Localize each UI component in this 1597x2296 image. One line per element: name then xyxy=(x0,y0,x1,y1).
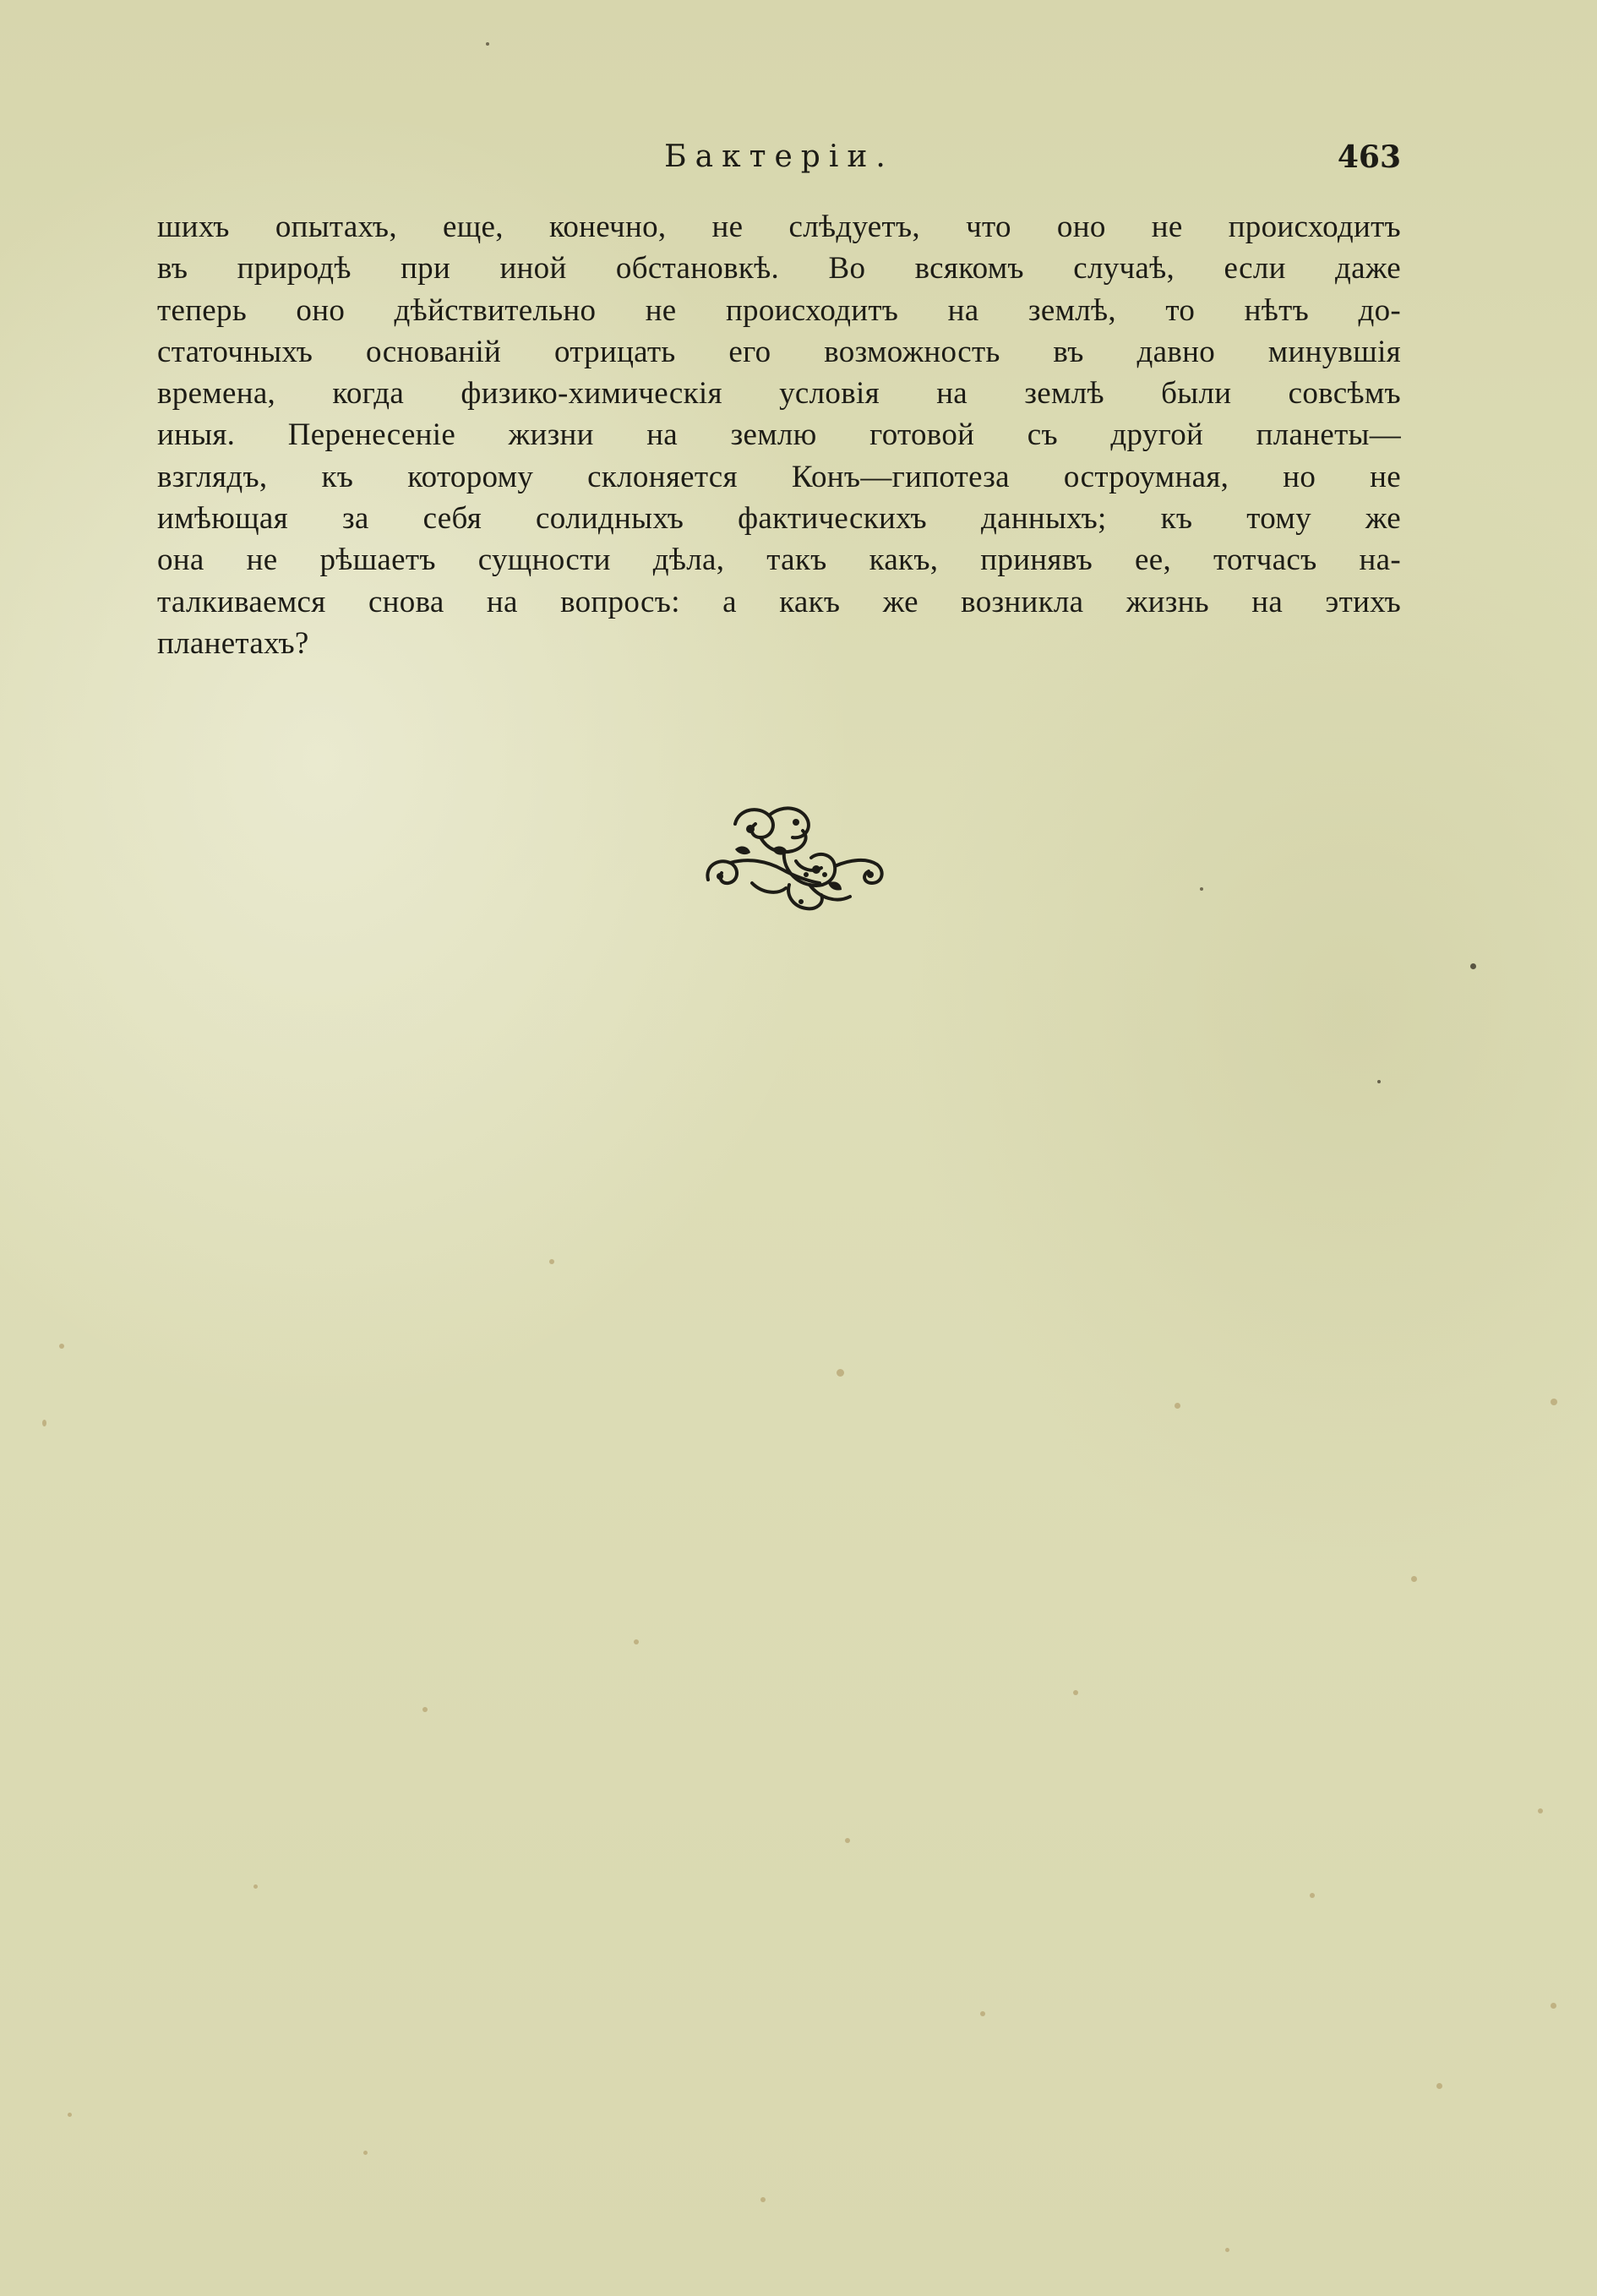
text-line: шихъ опытахъ, еще, конечно, не слѣдуетъ, что оно не происходитъ xyxy=(157,210,1401,244)
text-line: времена, когда физико-химическія условія на землѣ были совсѣмъ xyxy=(157,376,1401,412)
paper-speck xyxy=(1538,1808,1543,1813)
paper-speck xyxy=(1377,1080,1381,1083)
paper-speck xyxy=(1470,963,1476,969)
text-line: она не рѣшаетъ сущности дѣла, такъ какъ, принявъ ее, тотчасъ на- xyxy=(157,543,1401,578)
paper-speck xyxy=(42,1420,46,1426)
paper-speck xyxy=(845,1838,850,1843)
text-line: планетахъ? xyxy=(157,625,309,661)
paper-speck xyxy=(980,2011,985,2016)
text-line: имѣющая за себя солидныхъ фактическихъ данныхъ; къ тому же xyxy=(157,501,1401,537)
paper-speck xyxy=(422,1707,428,1712)
paper-speck xyxy=(59,1344,64,1349)
paper-speck xyxy=(1073,1690,1078,1695)
page-header xyxy=(157,139,1401,187)
paper-speck xyxy=(760,2197,766,2202)
paper-speck xyxy=(486,42,489,46)
paper-speck xyxy=(1551,2003,1556,2009)
paper-speck xyxy=(1551,1399,1557,1405)
text-line: талкиваемся снова на вопросъ: а какъ же возникла жизнь на этихъ xyxy=(157,584,1401,619)
paper-speck xyxy=(1310,1893,1315,1898)
text-line: въ природѣ при иной обстановкѣ. Во всякомъ случаѣ, если даже xyxy=(157,251,1401,286)
running-title: Бактеріи. xyxy=(664,139,894,174)
text-line: статочныхъ основаній отрицать его возможность въ давно минувшія xyxy=(157,334,1401,369)
body-paragraph xyxy=(157,206,1401,664)
paper-speck xyxy=(549,1259,554,1264)
paper-speck xyxy=(1200,887,1203,891)
paper-speck xyxy=(1175,1403,1180,1409)
paper-speck xyxy=(837,1369,844,1377)
floral-tailpiece-icon xyxy=(701,799,891,917)
paper-speck xyxy=(1411,1576,1417,1582)
text-line: взглядъ, къ которому склоняется Конъ—гипотеза остроумная, но не xyxy=(157,459,1401,494)
paper-speck xyxy=(1436,2083,1442,2089)
paper-speck xyxy=(253,1884,258,1889)
paper-speck xyxy=(1225,2248,1229,2252)
paper-speck xyxy=(363,2151,368,2155)
page-number: 463 xyxy=(1337,139,1401,175)
text-line: теперь оно дѣйствительно не происходитъ на землѣ, то нѣтъ до- xyxy=(157,292,1401,328)
paper-speck xyxy=(634,1639,639,1644)
paper-speck xyxy=(68,2113,72,2117)
text-line: иныя. Перенесеніе жизни на землю готовой съ другой планеты— xyxy=(157,417,1401,453)
